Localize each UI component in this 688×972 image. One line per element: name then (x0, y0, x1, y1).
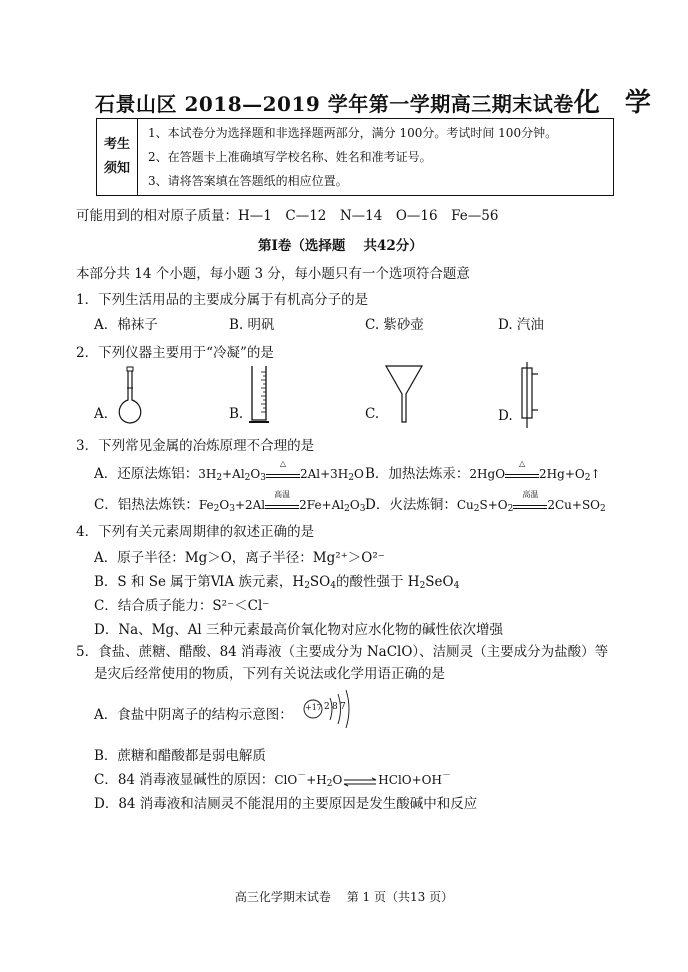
ion-shell-2: 8 (332, 702, 338, 712)
q2-option-d: D. (498, 408, 513, 424)
q1-option-b: B. 明矾 (229, 317, 275, 333)
q2-option-a: A． (94, 406, 118, 422)
q3-option-b: B．加热法炼汞：2HgO △ $2Hg+O_2↑$ (365, 459, 601, 483)
graduated-cylinder-icon (248, 364, 272, 426)
q4-option-b: B．S 和 Se 属于第ⅥA 族元素，$H_2SO_4$的酸性强于 $H_2SeO_4$ (94, 574, 460, 591)
notice-box (96, 118, 614, 196)
q2-stem: 2．下列仪器主要用于“冷凝”的是 (76, 345, 274, 361)
section-intro: 本部分共 14 个小题，每小题 3 分，每小题只有一个选项符合题意 (76, 266, 470, 282)
exam-title: 石景山区 2018—2019 学年第一学期高三期末试卷 (95, 92, 574, 116)
footer-text: 高三化学期末试卷 第 1 页（共13 页） (234, 890, 454, 904)
q1-option-c: C. 紫砂壶 (365, 317, 424, 333)
q5-option-d: D．84 消毒液和洁厕灵不能混用的主要原因是发生酸碱中和反应 (94, 796, 478, 812)
condenser-icon (515, 362, 541, 428)
atomic-masses: 可能用到的相对原子质量：H—1 C—12 N—14 O—16 Fe—56 (76, 208, 499, 224)
q5-stem-line1: 5．食盐、蔗糖、醋酸、84 消毒液（主要成分为 NaClO）、洁厕灵（主要成分为盐酸）等 (76, 644, 609, 660)
q5-option-a: A．食盐中阴离子的结构示意图： (94, 707, 293, 723)
q2-option-b: B. (229, 406, 244, 422)
q4-option-a: A．原子半径：Mg＞O，离子半径：Mg²⁺＞O²⁻ (94, 550, 385, 566)
q1-stem: 1．下列生活用品的主要成分属于有机高分子的是 (76, 292, 369, 308)
q1-option-a: A．棉袜子 (94, 317, 158, 333)
q5-option-b: B．蔗糖和醋酸都是弱电解质 (94, 748, 266, 764)
q4-option-c: C．结合质子能力：S²⁻＜Cl⁻ (94, 598, 270, 614)
q3-option-d: D．火法炼铜：$Cu_2S+O_2$ 高温 $2Cu+SO_2$ (365, 490, 606, 514)
q1-option-d: D. 汽油 (498, 317, 544, 333)
q2-option-c: C. (365, 406, 380, 422)
q3-option-c: C．铝热法炼铁：$Fe_2O_3+2Al$ 高温 $2Fe+Al_2O_3$ (94, 490, 366, 514)
q5-stem-line2: 是灾后经常使用的物质，下列有关说法或化学用语正确的是 (94, 666, 445, 682)
q5-option-c: C．84 消毒液显碱性的原因：$ClO^-+H_2O$ HClO+OH－ (94, 771, 451, 789)
page-title (95, 82, 659, 119)
q3-option-a: A．还原法炼铝：$3H_2+Al_2O_3$ △ $2Al+3H_2O$ (94, 459, 364, 483)
q4-option-d: D．Na、Mg、Al 三种元素最高价氧化物对应水化物的碱性依次增强 (94, 622, 504, 638)
funnel-icon (384, 364, 424, 426)
section-title: 第Ⅰ卷（选择题 共42分） (258, 238, 423, 254)
notice-item: 1、本试卷分为选择题和非选择题两部分，满分 100分。考试时间 100分钟。 (148, 126, 558, 140)
chloride-ion-diagram (300, 686, 360, 732)
notice-item: 2、在答题卡上准确填写学校名称、姓名和准考证号。 (148, 150, 432, 164)
notice-items (138, 119, 614, 196)
ion-nucleus: +17 (305, 703, 322, 712)
volumetric-flask-icon (112, 366, 148, 426)
notice-item: 3、请将答案填在答题纸的相应位置。 (148, 174, 348, 188)
page-footer (0, 888, 688, 905)
ion-shell-3: 7 (340, 702, 346, 712)
ion-shell-1: 2 (324, 702, 330, 712)
reversible-arrow-icon (342, 778, 378, 784)
notice-label: 考生 须知 (97, 119, 138, 196)
q3-stem: 3．下列常见金属的冶炼原理不合理的是 (76, 438, 315, 454)
q4-stem: 4．下列有关元素周期律的叙述正确的是 (76, 524, 315, 540)
subject-title: 化 学 (573, 88, 659, 118)
